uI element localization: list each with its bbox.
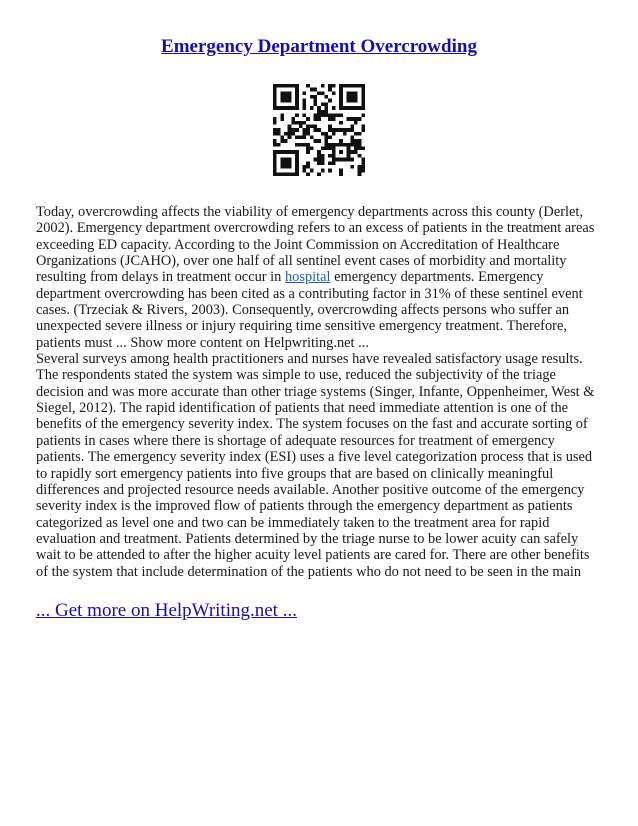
- paragraph-1: [36, 204, 604, 351]
- get-more-link[interactable]: ... Get more on HelpWriting.net ...: [36, 600, 297, 621]
- document-title: [0, 36, 638, 58]
- document-body: [36, 204, 604, 580]
- qr-code-icon: [273, 84, 365, 176]
- paragraph-2: Several surveys among health practitioners and nurses have revealed satisfactory usage results. The respondents stated the system was simple to use, reduced the subjectivity of the triage decision and was more accurate than other triage systems (Singer, Infante, Oppenheimer, West & Siegel, 2012). The rapid identification of patients that need immediate attention is one of the benefits of the emergency severity index. The system focuses on the fast and accurate sorting of patients in cases where there is shortage of adequate resources for treatment of emergency patients. The emergency severity index (ESI) uses a five level categorization process that is used to rapidly sort emergency patients into five groups that are based on clinically meaningful differences and projected resource needs available. Another positive outcome of the emergency severity index is the improved flow of patients through the emergency department as patients categorized as level one and two can be immediately taken to the treatment area for rapid evaluation and treatment. Patients determined by the triage nurse to be lower acuity can safely wait to be attended to after the higher acuity level patients are cared for. There are other benefits of the system that include determination of the patients who do not need to be seen in the main: [36, 351, 595, 580]
- hospital-link[interactable]: hospital: [284, 269, 331, 286]
- get-more-section: [36, 600, 297, 622]
- title-link[interactable]: Emergency Department Overcrowding: [161, 36, 477, 57]
- paragraph-1-text-b: emergency departments. Emergency department overcrowding has been cited as a contributing factor in 31% of these sentinel event cases. (Trzeciak & Rivers, 2003). Consequently, overcrowding affects persons who suffer an unexpected severe illness or injury requiring time sensitive emergency treatment. Therefore, patients must ... Show more content on Helpwriting.net ...: [36, 269, 583, 351]
- paragraph-1-text-a: Today, overcrowding affects the viability of emergency departments across this county (Derlet, 2002). Emergency department overcrowding refers to an excess of patients in the treatment areas exceeding ED capacity. According to the Joint Commission on Accreditation of Healthcare Organizations (JCAHO), over one half of all sentinel event cases of morbidity and mortality resulting from delays in treatment occur in: [36, 204, 595, 286]
